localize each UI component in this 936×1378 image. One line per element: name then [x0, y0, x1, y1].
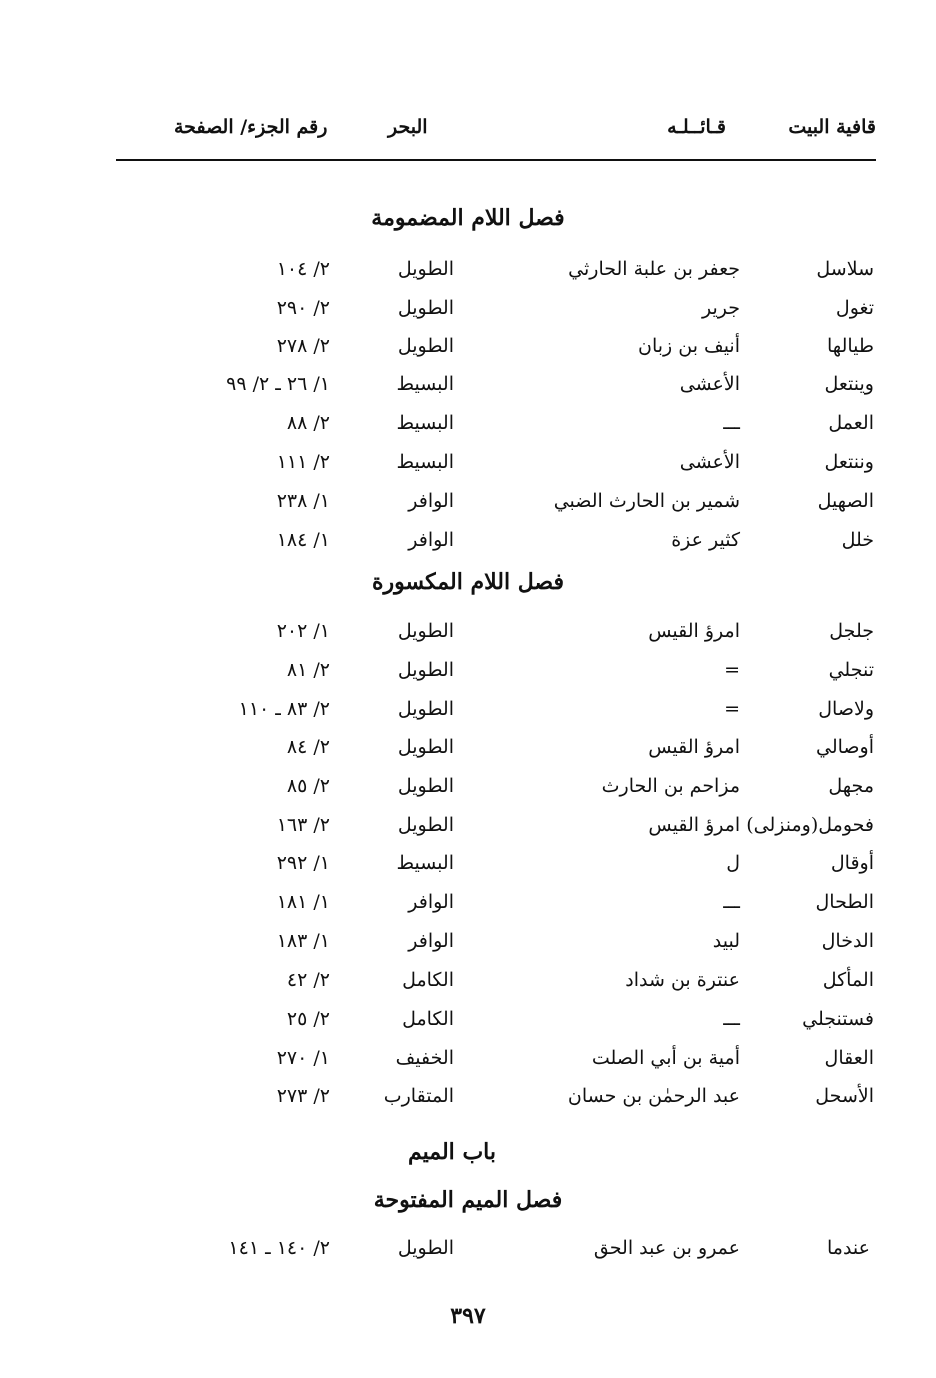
meter-cell: الطويل [397, 698, 454, 720]
ref-cell: ٢/ ٨١ [286, 659, 330, 681]
poet-cell: شمير بن الحارث الضبي [553, 490, 740, 512]
poet-cell: الأعشى [679, 451, 740, 473]
table-row [0, 887, 936, 921]
poet-cell: أنيف بن زبان [637, 335, 740, 357]
poet-cell: = [724, 659, 740, 681]
ref-cell: ٢/ ١٠٤ [276, 258, 330, 280]
ref-cell: ٢/ ٤٢ [286, 969, 330, 991]
ref-cell: ٢/ ٨٤ [286, 736, 330, 758]
rhyme-cell: طيالها [827, 335, 874, 357]
rhyme-cell: المأكل [822, 969, 874, 991]
poet-cell: ـــ [723, 891, 740, 913]
poet-cell: ـــ [723, 412, 740, 434]
rhyme-cell: العمل [828, 412, 874, 434]
ref-cell: ٢/ ٢٧٣ [276, 1085, 330, 1107]
table-row [0, 369, 936, 403]
meter-cell: الطويل [397, 297, 454, 319]
table-row [0, 254, 936, 288]
table-row [0, 525, 936, 559]
meter-cell: البسيط [396, 412, 454, 434]
header-divider [116, 159, 876, 161]
section-title-lam-damma: فصل اللام المضمومة [371, 205, 565, 231]
section-title-lam-kasra: فصل اللام المكسورة [372, 569, 564, 595]
ref-cell: ٢/ ١١١ [276, 451, 330, 473]
rhyme-cell: عندما [826, 1237, 870, 1259]
table-row [0, 486, 936, 520]
table-row [0, 1233, 936, 1267]
poet-cell: ـــ [723, 1008, 740, 1030]
section-title-mim-fatha: فصل الميم المفتوحة [373, 1187, 563, 1213]
poet-cell: جعفر بن علبة الحارثي [568, 258, 740, 280]
meter-cell: الطويل [397, 335, 454, 357]
poet-cell: كثير عزة [671, 529, 740, 551]
table-row [0, 447, 936, 481]
ref-cell: ١/ ٢٠٢ [276, 620, 330, 642]
rhyme-cell: الصهيل [817, 490, 874, 512]
ref-cell: ٢/ ٨٥ [286, 775, 330, 797]
ref-cell: ١/ ٢٦ ـ ٢/ ٩٩ [226, 373, 330, 395]
rhyme-cell: ولاصال [818, 698, 874, 720]
rhyme-cell: أوقال [830, 852, 874, 874]
meter-cell: الكامل [402, 969, 454, 991]
ref-cell: ١/ ٢٣٨ [276, 490, 330, 512]
ref-cell: ٢/ ٨٨ [286, 412, 330, 434]
table-row [0, 926, 936, 960]
meter-cell: الوافر [408, 529, 454, 551]
rhyme-cell: أوصالي [815, 736, 874, 758]
ref-cell: ٢/ ٨٣ ـ ١١٠ [238, 698, 330, 720]
rhyme-cell: الطحال [815, 891, 874, 913]
table-row [0, 810, 936, 844]
rhyme-cell: الأسحل [815, 1085, 874, 1107]
ref-cell: ١/ ١٨٤ [276, 529, 330, 551]
poet-cell: = [724, 698, 740, 720]
poet-cell: ل [726, 852, 740, 874]
ref-cell: ١/ ٢٩٢ [276, 852, 330, 874]
table-row [0, 694, 936, 728]
meter-cell: الوافر [408, 930, 454, 952]
rhyme-cell: مجهل [828, 775, 874, 797]
meter-cell: الوافر [408, 891, 454, 913]
header-poet: قـائــلـه [667, 116, 726, 138]
header-meter: البحر [388, 116, 428, 138]
table-row [0, 848, 936, 882]
ref-cell: ١/ ١٨١ [276, 891, 330, 913]
poet-cell: عبد الرحمٰن بن حسان [567, 1085, 740, 1107]
ref-cell: ٢/ ٢٥ [286, 1008, 330, 1030]
table-row [0, 732, 936, 766]
meter-cell: الطويل [397, 620, 454, 642]
meter-cell: الطويل [397, 814, 454, 836]
poet-cell: أمية بن أبي الصلت [591, 1047, 740, 1069]
header-rhyme: قافية البيت [788, 116, 876, 138]
table-row [0, 1043, 936, 1077]
ref-cell: ١/ ٢٧٠ [276, 1047, 330, 1069]
rhyme-cell: سلاسل [816, 258, 874, 280]
rhyme-cell: خلل [841, 529, 874, 551]
poet-cell: عمرو بن عبد الحق [593, 1237, 740, 1259]
table-row [0, 331, 936, 365]
header-ref: رقم الجزء/ الصفحة [174, 116, 328, 138]
meter-cell: الطويل [397, 659, 454, 681]
ref-cell: ٢/ ٢٩٠ [276, 297, 330, 319]
poet-cell: عنترة بن شداد [625, 969, 740, 991]
rhyme-cell: تنجلي [828, 659, 874, 681]
meter-cell: الطويل [397, 258, 454, 280]
rhyme-cell: الدخال [821, 930, 874, 952]
meter-cell: الطويل [397, 1237, 454, 1259]
table-row [0, 771, 936, 805]
table-row [0, 616, 936, 650]
rhyme-cell: وينتعل [824, 373, 874, 395]
table-row [0, 408, 936, 442]
ref-cell: ٢/ ٢٧٨ [276, 335, 330, 357]
rhyme-cell: فستنجلي [802, 1008, 874, 1030]
meter-cell: البسيط [396, 373, 454, 395]
meter-cell: المتقارب [383, 1085, 454, 1107]
poet-cell: امرؤ القيس [648, 736, 740, 758]
chapter-title-mim: باب الميم [407, 1139, 496, 1165]
ref-cell: ١/ ١٨٣ [276, 930, 330, 952]
rhyme-cell: جلجل [829, 620, 874, 642]
table-row [0, 1081, 936, 1115]
meter-cell: الخفيف [395, 1047, 454, 1069]
table-row [0, 965, 936, 999]
rhyme-cell: فحومل(ومنزلى) امرؤ القيس [648, 814, 874, 836]
table-row [0, 293, 936, 327]
rhyme-cell: وننتعل [824, 451, 874, 473]
meter-cell: الطويل [397, 775, 454, 797]
meter-cell: الطويل [397, 736, 454, 758]
meter-cell: البسيط [396, 852, 454, 874]
ref-cell: ٢/ ١٤٠ ـ ١٤١ [228, 1237, 330, 1259]
poet-cell: لبيد [712, 930, 740, 952]
page-number: ٣٩٧ [450, 1303, 486, 1329]
meter-cell: البسيط [396, 451, 454, 473]
rhyme-cell: العقال [824, 1047, 874, 1069]
table-row [0, 655, 936, 689]
rhyme-cell: تغول [835, 297, 874, 319]
poet-cell: جرير [702, 297, 740, 319]
meter-cell: الوافر [408, 490, 454, 512]
table-row [0, 1004, 936, 1038]
ref-cell: ٢/ ١٦٣ [276, 814, 330, 836]
poet-cell: الأعشى [679, 373, 740, 395]
meter-cell: الكامل [402, 1008, 454, 1030]
poet-cell: مزاحم بن الحارث [601, 775, 740, 797]
poet-cell: امرؤ القيس [648, 620, 740, 642]
